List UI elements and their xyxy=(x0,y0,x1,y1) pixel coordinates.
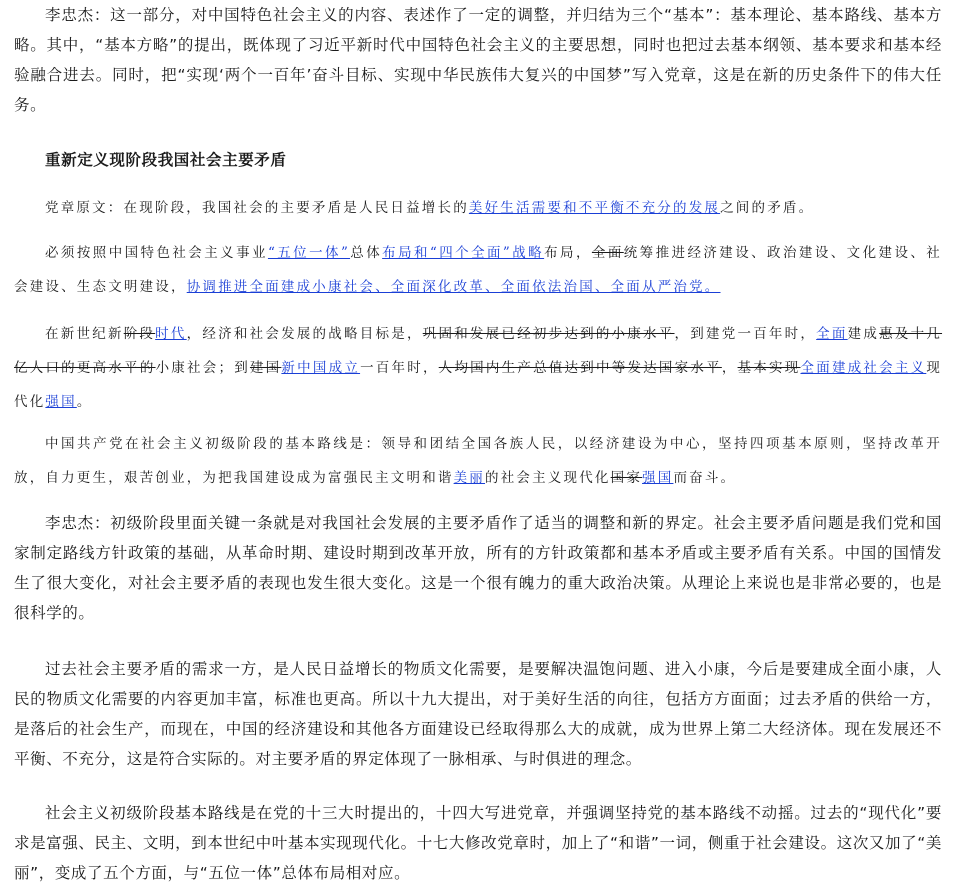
interview-paragraph-3: 过去社会主要矛盾的需求一方，是人民日益增长的物质文化需要，是要解决温饱问题、进入小康，今后是要建成全面小康，人民的物质文化需要的内容更加丰富，标准也更高。所以十九大提出，对于美好生活的向往，包括方方面面；过去矛盾的供给一方，是落后的社会生产，而现在，中国的经济建设和其他各方面建设已经取得那么大的成就，成为世界上第二大经济体。现在发展还不平衡、不充分，这是符合实际的。对主要矛盾的界定体现了一脉相承、与时俱进的理念。 xyxy=(14,660,942,768)
deleted-text: 惠及十几亿人口的更高水平的 xyxy=(14,326,943,376)
deleted-text: 全面 xyxy=(591,245,624,261)
charter-quote-2 xyxy=(14,236,942,304)
deleted-text: 巩固和发展已经初步达到的小康水平 xyxy=(422,326,675,342)
interview-paragraph-1: 李忠杰：这一部分，对中国特色社会主义的内容、表述作了一定的调整，并归结为三个“基本”：基本理论、基本路线、基本方略。其中，“基本方略”的提出，既体现了习近平新时代中国特色社会主义的主要思想，同时也把过去基本纲领、基本要求和基本经验融合进去。同时，把“实现‘两个一百年’奋斗目标、实现中华民族伟大复兴的中国梦”写入党章，这是在新的历史条件下的伟大任务。 xyxy=(14,6,942,114)
interview-paragraph-4: 社会主义初级阶段基本路线是在党的十三大时提出的，十四大写进党章，并强调坚持党的基本路线不动摇。过去的“现代化”要求是富强、民主、文明，到本世纪中叶基本实现现代化。十七大修改党章时，加上了“和谐”一词，侧重于社会建设。这次又加了“美丽”，变成了五个方面，与“五位一体”总体布局相对应。 xyxy=(14,804,942,882)
quote-text: 而奋斗。 xyxy=(673,470,737,486)
quote-text: 现代化 xyxy=(14,360,943,410)
quote-text: 。 xyxy=(76,394,93,410)
quote-text: 中国共产党在社会主义初级阶段的基本路线是：领导和团结全国各族人民，以经济建设为中心，坚持四项基本原则，坚持改革开放，自力更生，艰苦创业，为把我国建设成为富强民主文明和谐 xyxy=(14,436,942,486)
charter-quote-1 xyxy=(14,191,814,225)
charter-quote-3 xyxy=(14,317,942,419)
section-heading: 重新定义现阶段我国社会主要矛盾 xyxy=(45,151,287,169)
quote-text: 建成 xyxy=(847,326,880,342)
quote-text: ， xyxy=(721,360,738,376)
quote-text: ，经济和社会发展的战略目标是， xyxy=(186,326,423,342)
deleted-text: 建国 xyxy=(249,360,282,376)
inserted-text-link[interactable]: “五位一体” xyxy=(267,245,351,261)
deleted-text: 人均国内生产总值达到中等发达国家水平 xyxy=(438,360,722,376)
deleted-text: 阶段 xyxy=(123,326,156,342)
inserted-text-link[interactable]: 全面建成社会主义 xyxy=(800,360,927,376)
inserted-text-link[interactable]: 布局和“四个全面”战略 xyxy=(382,245,545,261)
quote-text: 总体 xyxy=(350,245,383,261)
quote-text: 必须按照中国特色社会主义事业 xyxy=(45,245,268,261)
quote-text: 布局， xyxy=(544,245,592,261)
interview-paragraph-2: 李忠杰：初级阶段里面关键一条就是对我国社会发展的主要矛盾作了适当的调整和新的界定。社会主要矛盾问题是我们党和国家制定路线方针政策的基础，从革命时期、建设时期到改革开放，所有的方针政策都和基本矛盾或主要矛盾有关系。中国的国情发生了很大变化，对社会主要矛盾的表现也发生很大变化。这是一个很有魄力的重大政治决策。从理论上来说也是非常必要的，也是很科学的。 xyxy=(14,514,942,622)
inserted-text-link[interactable]: 强国 xyxy=(45,394,77,410)
quote-text: 一百年时， xyxy=(360,360,439,376)
inserted-text-link[interactable]: 全面 xyxy=(816,326,848,342)
inserted-text-link[interactable]: 新中国成立 xyxy=(281,360,361,376)
quote-text: 之间的矛盾。 xyxy=(720,200,815,216)
inserted-text-link[interactable]: 强国 xyxy=(642,470,674,486)
quote-text: 在新世纪新 xyxy=(45,326,124,342)
quote-text: 党章原文：在现阶段，我国社会的主要矛盾是人民日益增长的 xyxy=(45,200,469,216)
inserted-text-link[interactable]: 美好生活需要和不平衡不充分的发展 xyxy=(468,200,721,216)
quote-text: 小康社会；到 xyxy=(155,360,250,376)
charter-quote-4 xyxy=(14,427,942,495)
quote-text: 的社会主义现代化 xyxy=(485,470,611,486)
deleted-text: 基本实现 xyxy=(737,360,801,376)
inserted-text-link[interactable]: 协调推进全面建成小康社会、全面深化改革、全面依法治国、全面从严治党。 xyxy=(186,279,721,295)
quote-text: 统筹推进经济建设、政治建设、文化建设、社会建设、生态文明建设， xyxy=(14,245,942,295)
deleted-text: 国家 xyxy=(610,470,643,486)
quote-text: ，到建党一百年时， xyxy=(674,326,817,342)
inserted-text-link[interactable]: 美丽 xyxy=(453,470,486,486)
inserted-text-link[interactable]: 时代 xyxy=(155,326,187,342)
